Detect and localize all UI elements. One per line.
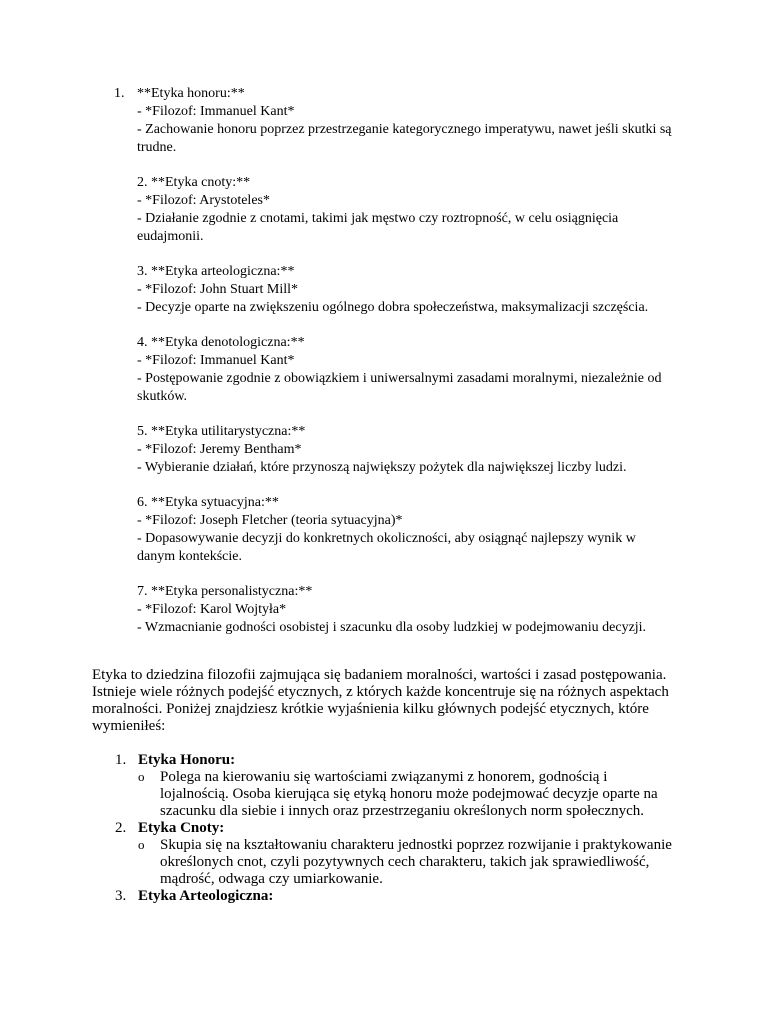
md-item-philosopher: - *Filozof: John Stuart Mill*	[137, 282, 298, 297]
md-list-item	[137, 494, 697, 566]
md-item-description: - Dopasowywanie decyzji do konkretnych okoliczności, aby osiągnąć najlepszy wynik w danym kontekście.	[137, 531, 636, 564]
circle-bullet-icon: o	[138, 769, 145, 784]
md-item-philosopher: - *Filozof: Immanuel Kant*	[137, 104, 295, 119]
md-item-description: - Wybieranie działań, które przynoszą największy pożytek dla największej liczby ludzi.	[137, 460, 627, 475]
md-item-title: 7. **Etyka personalistyczna:**	[137, 584, 313, 599]
md-item-title: 2. **Etyka cnoty:**	[137, 175, 251, 190]
md-list-item	[137, 334, 697, 406]
markdown-ethics-list	[114, 85, 697, 654]
ethics-item-sub-bullet	[138, 837, 672, 888]
md-item-title: 3. **Etyka arteologiczna:**	[137, 264, 295, 279]
ethics-item-title: Etyka Arteologiczna:	[138, 888, 274, 904]
md-list-item	[137, 423, 697, 477]
ethics-item-sub-bullet	[138, 769, 672, 820]
md-item-description: - Postępowanie zgodnie z obowiązkiem i uniwersalnymi zasadami moralnymi, niezależnie od skutków.	[137, 371, 662, 404]
md-item-philosopher: - *Filozof: Immanuel Kant*	[137, 353, 295, 368]
md-item-philosopher: - *Filozof: Joseph Fletcher (teoria sytuacyjna)*	[137, 513, 403, 528]
md-item-philosopher: - *Filozof: Jeremy Bentham*	[137, 442, 302, 457]
ethics-item-number: 1.	[115, 752, 127, 768]
ethics-item-description: Skupia się na kształtowaniu charakteru jednostki poprzez rozwijanie i praktykowanie określonych cnot, czyli pozytywnych cech charakteru, takich jak sprawiedliwość, mądrość, odwaga czy umiarkowanie.	[160, 837, 672, 887]
ethics-list-item	[92, 752, 672, 769]
md-item-description: - Decyzje oparte na zwiększeniu ogólnego dobra społeczeństwa, maksymalizacji szczęścia.	[137, 300, 649, 315]
md-item-title: 4. **Etyka denotologiczna:**	[137, 335, 305, 350]
md-list-item	[137, 583, 697, 637]
ethics-item-description: Polega na kierowaniu się wartościami związanymi z honorem, godnością i lojalnością. Osoba kierująca się etyką honoru może podejmować decyzje oparte na szacunku dla siebie i innych oraz przestrzeganiu określonych norm społecznych.	[160, 769, 658, 819]
ethics-list-item	[92, 888, 672, 905]
ethics-item-title: Etyka Cnoty:	[138, 820, 225, 836]
md-item-philosopher: - *Filozof: Arystoteles*	[137, 193, 270, 208]
md-item-description: - Wzmacnianie godności osobistej i szacunku dla osoby ludzkiej w podejmowaniu decyzji.	[137, 620, 647, 635]
ethics-explanation	[92, 667, 672, 905]
md-item-description: - Działanie zgodnie z cnotami, takimi jak męstwo czy roztropność, w celu osiągnięcia eudajmonii.	[137, 211, 619, 244]
intro-paragraph: Etyka to dziedzina filozofii zajmująca się badaniem moralności, wartości i zasad postępowania. Istnieje wiele różnych podejść etycznych, z których każde koncentruje się na różnych aspektach moralności. Poniżej znajdziesz krótkie wyjaśnienia kilku głównych podejść etycznych, które wymieniłeś:	[92, 667, 669, 734]
ethics-item-number: 3.	[115, 888, 127, 904]
ethics-item-number: 2.	[115, 820, 127, 836]
md-list-item	[114, 85, 697, 157]
ethics-item-title: Etyka Honoru:	[138, 752, 236, 768]
md-item-philosopher: - *Filozof: Karol Wojtyła*	[137, 602, 287, 617]
md-item-title: 5. **Etyka utilitarystyczna:**	[137, 424, 306, 439]
md-item-number: 1.	[114, 86, 125, 101]
md-item-title: **Etyka honoru:**	[137, 86, 245, 101]
md-list-item	[137, 174, 697, 246]
md-item-description: - Zachowanie honoru poprzez przestrzeganie kategorycznego imperatywu, nawet jeśli skutki są trudne.	[137, 122, 672, 155]
md-item-title: 6. **Etyka sytuacyjna:**	[137, 495, 279, 510]
circle-bullet-icon: o	[138, 837, 145, 852]
ethics-list-item	[92, 820, 672, 837]
md-list-item	[137, 263, 697, 317]
